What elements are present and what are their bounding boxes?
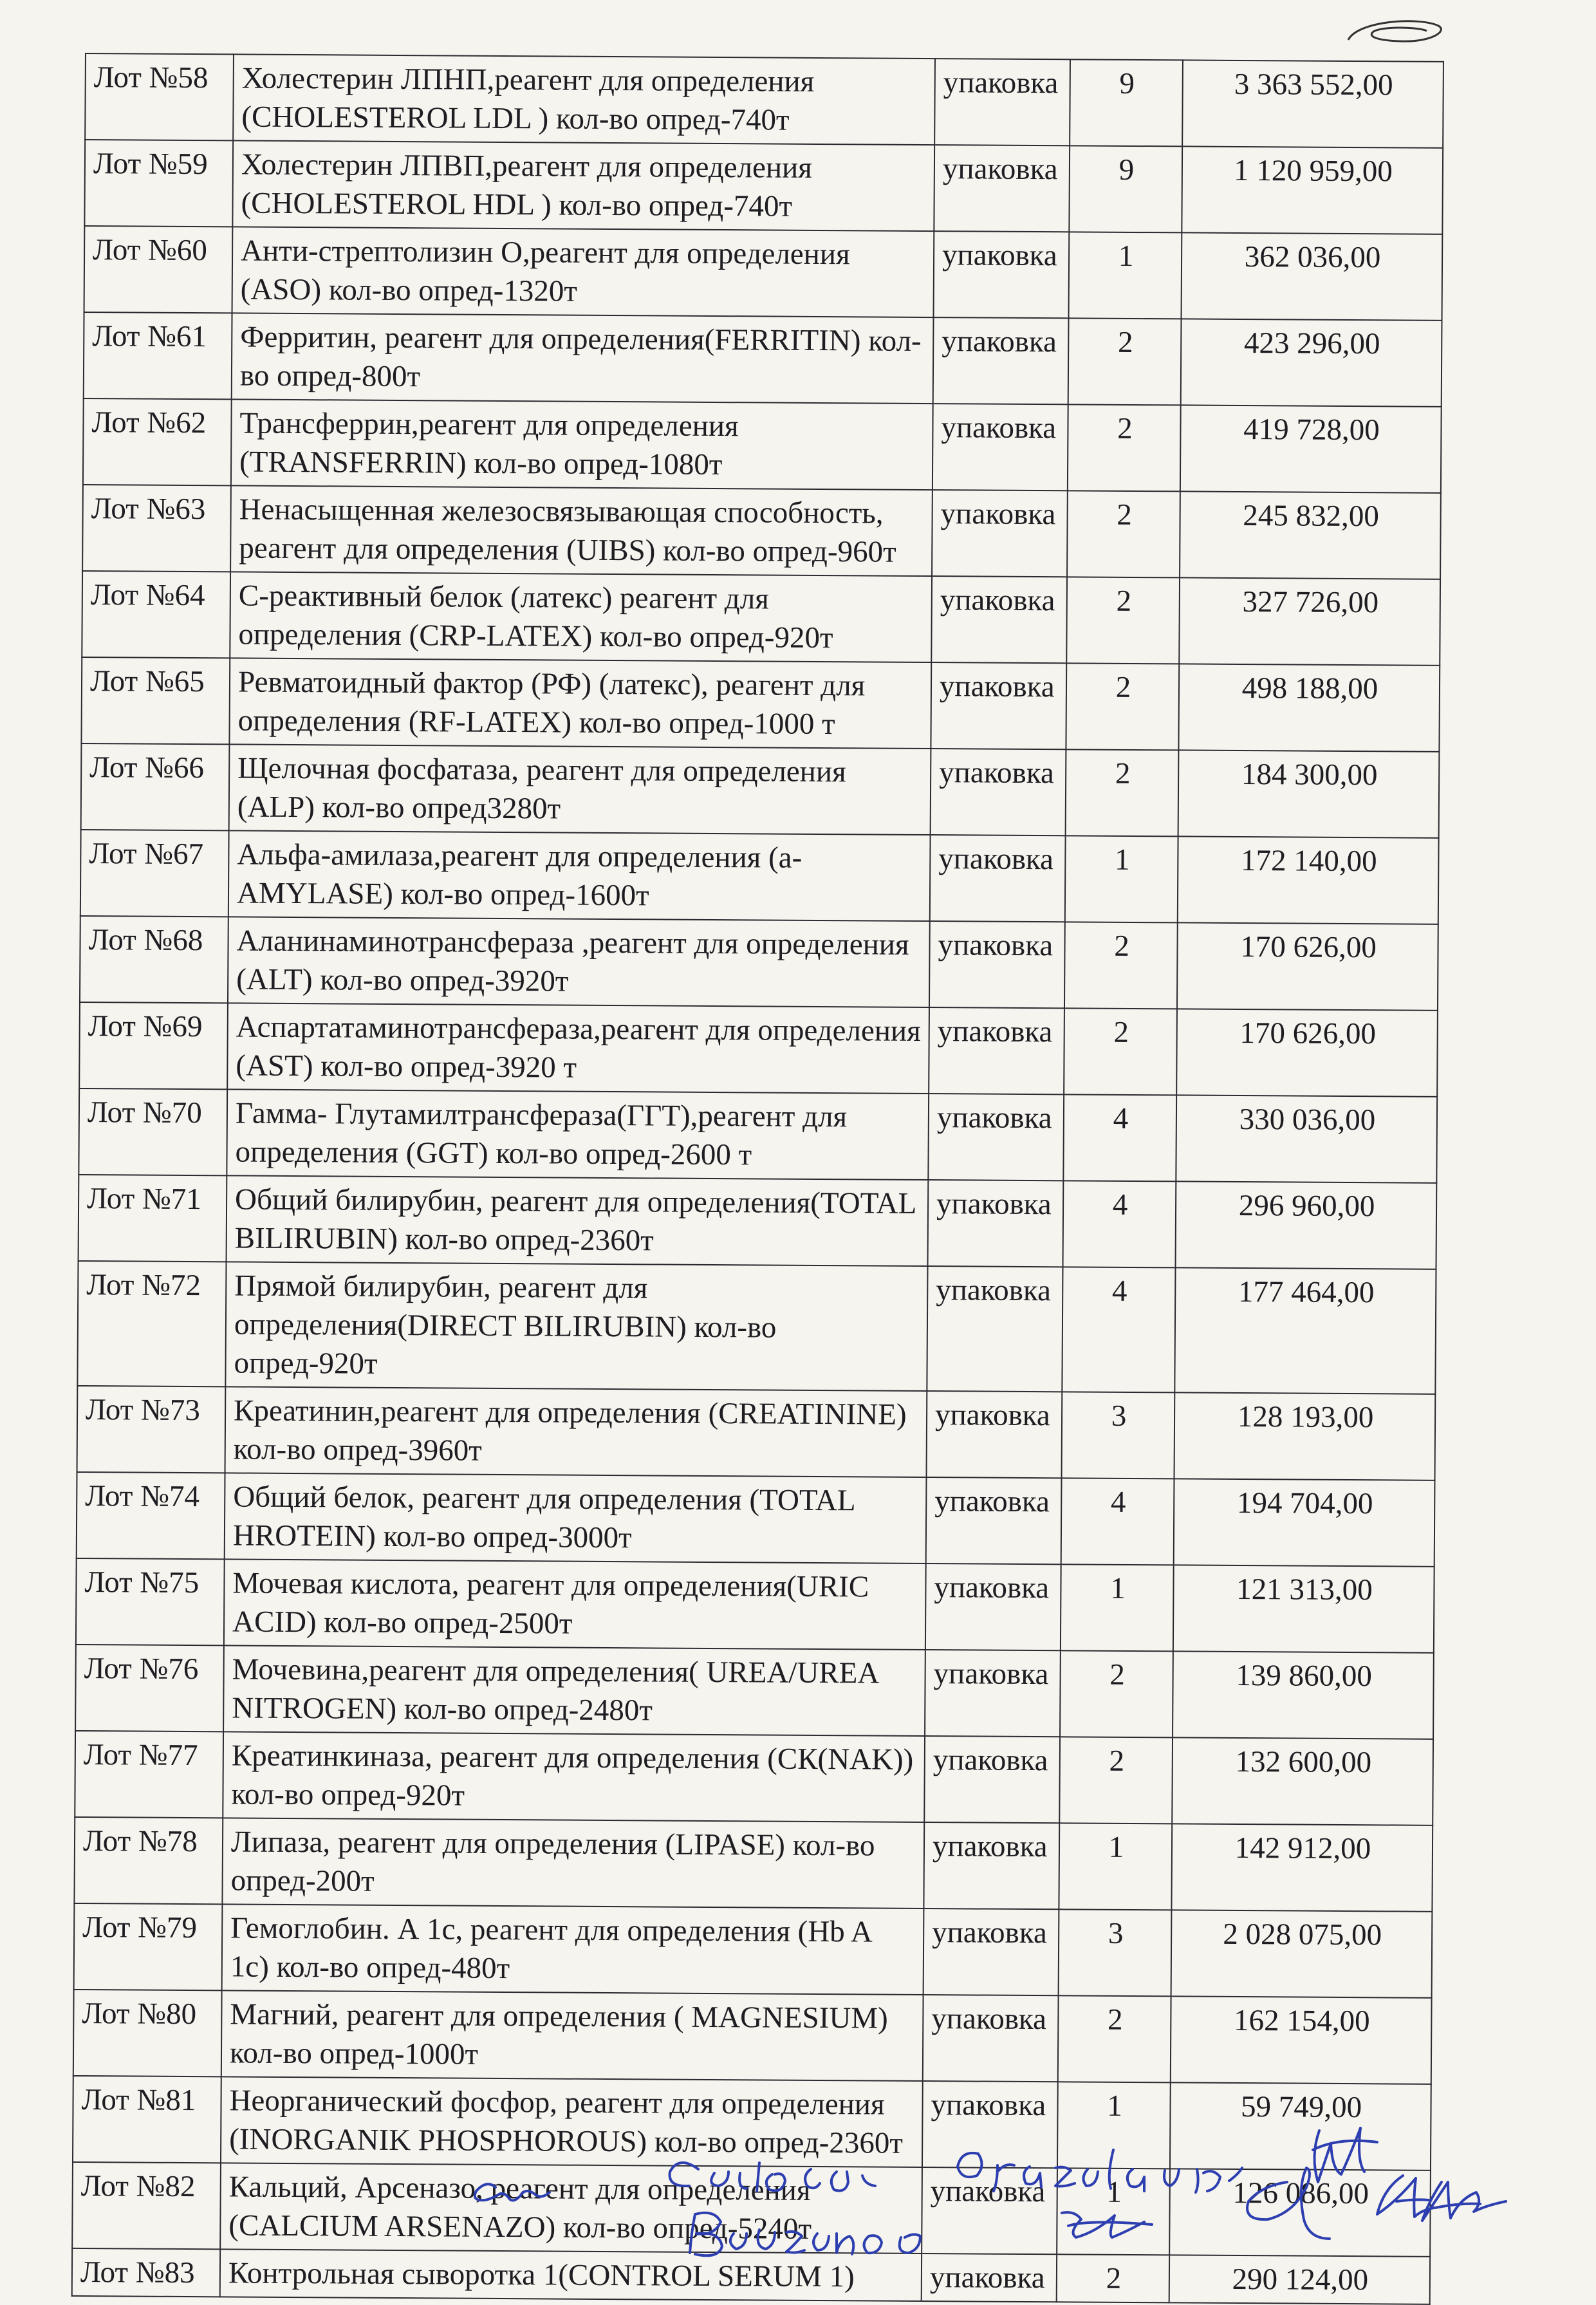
- quantity-cell: 1: [1057, 2168, 1170, 2255]
- unit-cell: упаковка: [931, 749, 1066, 835]
- price-cell: 423 296,00: [1181, 319, 1442, 406]
- price-cell: 2 028 075,00: [1171, 1910, 1433, 1997]
- name-cell: Холестерин ЛПВП,реагент для определения (CHOLESTEROL HDL ) кол-во опред-740т: [232, 140, 934, 231]
- table-row: [80, 830, 1439, 924]
- table-row: [82, 485, 1441, 579]
- name-cell: Общий билирубин, реагент для определения(TOTAL BILIRUBIN) кол-во опред-2360т: [227, 1175, 929, 1266]
- name-cell: Щелочная фосфатаза, реагент для определения (ALP) кол-во опред3280т: [229, 744, 931, 835]
- signature-handwritten-orazalieva: [958, 2150, 1242, 2192]
- price-cell: 184 300,00: [1178, 750, 1440, 837]
- price-cell: 170 626,00: [1177, 922, 1438, 1010]
- lot-cell: Лот №83: [72, 2248, 220, 2297]
- unit-cell: упаковка: [929, 921, 1065, 1008]
- price-cell: 327 726,00: [1179, 577, 1440, 665]
- quantity-cell: 1: [1069, 232, 1182, 319]
- table-row: [84, 140, 1443, 234]
- lot-cell: Лот №62: [83, 398, 232, 485]
- name-cell: Трансферрин,реагент для определения (TRANSFERRIN) кол-во опред-1080т: [231, 399, 933, 490]
- price-cell: 296 960,00: [1176, 1181, 1437, 1269]
- name-cell: Общий белок, реагент для определения (TOTAL HROTEIN) кол-во опред-3000т: [225, 1473, 927, 1563]
- quantity-cell: 4: [1061, 1478, 1174, 1565]
- quantity-cell: 2: [1068, 318, 1182, 405]
- table-row: [84, 226, 1443, 321]
- lot-cell: Лот №74: [77, 1472, 225, 1559]
- table-row: [75, 1731, 1433, 1825]
- price-cell: 177 464,00: [1174, 1267, 1436, 1394]
- unit-cell: упаковка: [927, 1391, 1062, 1478]
- name-cell: Аспартатаминотрансфераза,реагент для определения (AST) кол-во опред-3920 т: [227, 1003, 929, 1094]
- name-cell: Гемоглобин. А 1с, реагент для определения (Hb A 1c) кол-во опред-480т: [222, 1904, 924, 1995]
- price-cell: 330 036,00: [1176, 1095, 1437, 1182]
- quantity-cell: 2: [1057, 2254, 1169, 2302]
- table-row: [77, 1261, 1436, 1394]
- price-cell: 121 313,00: [1173, 1565, 1434, 1652]
- unit-cell: упаковка: [932, 490, 1068, 577]
- lot-cell: Лот №82: [72, 2162, 221, 2249]
- table-row: [79, 1002, 1438, 1097]
- name-cell: С-реактивный белок (латекс) реагент для определения (CRP-LATEX) кол-во опред-920т: [230, 572, 932, 662]
- unit-cell: упаковка: [934, 145, 1070, 232]
- lot-cell: Лот №60: [84, 226, 233, 313]
- quantity-cell: 2: [1060, 1650, 1173, 1737]
- quantity-cell: 3: [1059, 1909, 1172, 1996]
- quantity-cell: 1: [1065, 835, 1178, 922]
- name-cell: Ревматоидный фактор (РФ) (латекс), реагент для определения (RF-LATEX) кол-во опред-1000 т: [229, 658, 931, 749]
- name-cell: Гамма- Глутамилтрансфераза(ГГТ),реагент для определения (GGT) кол-во опред-2600 т: [227, 1089, 929, 1180]
- name-cell: Мочевая кислота, реагент для определения(URIC ACID) кол-во опред-2500т: [224, 1559, 926, 1650]
- quantity-cell: 2: [1066, 663, 1179, 750]
- unit-cell: упаковка: [925, 1563, 1061, 1650]
- unit-cell: упаковка: [922, 2167, 1057, 2254]
- name-cell: Ненасыщенная железосвязывающая способность, реагент для определения (UIBS) кол-во опред-960т: [230, 485, 933, 576]
- price-cell: 162 154,00: [1171, 1996, 1432, 2084]
- unit-cell: упаковка: [930, 835, 1066, 922]
- unit-cell: упаковка: [931, 662, 1066, 749]
- price-cell: 170 626,00: [1176, 1009, 1438, 1096]
- name-cell: Креатинкиназа, реагент для определения (СК(NAK)) кол-во опред-920т: [223, 1731, 925, 1822]
- price-cell: 3 363 552,00: [1182, 60, 1443, 147]
- name-cell: Анти-стрептолизин О,реагент для определения (ASO) кол-во опред-1320т: [232, 227, 934, 317]
- lots-table: [71, 53, 1444, 2305]
- quantity-cell: 2: [1058, 1995, 1171, 2082]
- unit-cell: упаковка: [927, 1266, 1062, 1392]
- lot-cell: Лот №76: [75, 1645, 224, 1731]
- quantity-cell: 1: [1061, 1564, 1174, 1651]
- lot-cell: Лот №58: [85, 53, 234, 140]
- lot-cell: Лот №79: [74, 1903, 223, 1990]
- unit-cell: упаковка: [931, 576, 1067, 663]
- lot-cell: Лот №69: [79, 1002, 228, 1089]
- table-row: [74, 1817, 1433, 1912]
- unit-cell: упаковка: [928, 1094, 1064, 1180]
- name-cell: Магний, реагент для определения ( MAGNESIUM) кол-во опред-1000т: [221, 1990, 923, 2081]
- unit-cell: упаковка: [929, 1007, 1064, 1094]
- table-row: [85, 53, 1443, 148]
- table-row: [82, 571, 1440, 666]
- price-cell: 362 036,00: [1182, 232, 1443, 320]
- lot-cell: Лот №61: [84, 312, 232, 399]
- name-cell: Мочевина,реагент для определения( UREA/UREA NITROGEN) кол-во опред-2480т: [223, 1645, 925, 1736]
- signatures-area: [0, 2111, 1596, 2257]
- signature-handwritten-baizanova: [690, 2213, 920, 2256]
- lot-cell: Лот №64: [82, 571, 230, 658]
- name-cell: Ферритин, реагент для определения(FERRITIN) кол-во опред-800т: [232, 313, 934, 404]
- price-cell: 245 832,00: [1180, 491, 1441, 579]
- table-row: [81, 657, 1440, 752]
- unit-cell: упаковка: [933, 404, 1068, 490]
- table-row: [83, 398, 1442, 493]
- lots-table-body: [72, 53, 1443, 2304]
- unit-cell: упаковка: [928, 1180, 1064, 1267]
- lot-cell: Лот №75: [76, 1558, 225, 1645]
- lot-cell: Лот №80: [73, 1990, 222, 2076]
- signature-6: [1422, 2182, 1506, 2221]
- lot-cell: Лот №59: [84, 140, 233, 227]
- price-cell: 172 140,00: [1178, 836, 1439, 924]
- lot-cell: Лот №63: [82, 485, 231, 572]
- unit-cell: упаковка: [933, 317, 1069, 404]
- quantity-cell: 2: [1059, 1737, 1173, 1824]
- name-cell: Контрольная сыворотка 1(CONTROL SERUM 1): [220, 2249, 922, 2301]
- name-cell: Кальций, Арсеназо, реагент для определения (CALCIUM ARSENAZO) кол-во опред-5240т: [220, 2163, 922, 2254]
- quantity-cell: 4: [1062, 1267, 1175, 1392]
- price-cell: 132 600,00: [1172, 1737, 1433, 1825]
- unit-cell: упаковка: [926, 1477, 1062, 1564]
- signature-1: [475, 2184, 550, 2200]
- price-cell: 59 749,00: [1170, 2082, 1431, 2170]
- signature-2: [1062, 2212, 1152, 2237]
- table-row: [74, 1903, 1433, 1998]
- lot-cell: Лот №65: [81, 657, 230, 744]
- quantity-cell: 2: [1064, 922, 1178, 1009]
- name-cell: Липаза, реагент для определения (LIPASE) кол-во опред-200т: [222, 1818, 924, 1908]
- lot-cell: Лот №70: [79, 1088, 227, 1175]
- quantity-cell: 2: [1067, 490, 1180, 577]
- table-row: [79, 1088, 1437, 1183]
- quantity-cell: 4: [1063, 1094, 1176, 1181]
- lot-cell: Лот №67: [80, 830, 229, 917]
- price-cell: 498 188,00: [1178, 664, 1440, 751]
- table-row: [81, 743, 1440, 838]
- name-cell: Прямой билирубин, реагент для определения(DIRECT BILIRUBIN) кол-во опред-920т: [225, 1262, 927, 1391]
- table-row: [80, 916, 1438, 1011]
- quantity-cell: 1: [1057, 2082, 1171, 2169]
- unit-cell: упаковка: [923, 1822, 1059, 1909]
- table-row: [75, 1645, 1434, 1739]
- quantity-cell: 9: [1069, 145, 1182, 232]
- table-row: [79, 1175, 1437, 1269]
- signature-3: [1313, 2128, 1377, 2182]
- price-cell: 139 860,00: [1173, 1651, 1434, 1739]
- lot-cell: Лот №72: [77, 1261, 226, 1386]
- quantity-cell: 2: [1066, 577, 1180, 664]
- quantity-cell: 9: [1070, 59, 1183, 146]
- unit-cell: упаковка: [922, 2081, 1058, 2168]
- paper-clip-mark: [1342, 14, 1448, 48]
- unit-cell: упаковка: [934, 59, 1070, 145]
- quantity-cell: 1: [1059, 1823, 1172, 1910]
- table-row: [77, 1472, 1435, 1567]
- lot-cell: Лот №73: [77, 1386, 226, 1473]
- price-cell: 290 124,00: [1169, 2255, 1430, 2304]
- unit-cell: упаковка: [923, 1995, 1059, 2082]
- lot-cell: Лот №71: [79, 1175, 227, 1262]
- lot-cell: Лот №68: [80, 916, 228, 1003]
- price-cell: 128 193,00: [1174, 1392, 1435, 1480]
- lot-cell: Лот №81: [73, 2076, 221, 2163]
- lot-cell: Лот №66: [81, 743, 230, 830]
- name-cell: Холестерин ЛПНП,реагент для определения (CHOLESTEROL LDL ) кол-во опред-740т: [233, 54, 935, 145]
- unit-cell: упаковка: [934, 231, 1070, 318]
- unit-cell: упаковка: [924, 1736, 1060, 1823]
- table-row: [84, 312, 1442, 407]
- name-cell: Альфа-амилаза,реагент для определения (а-AMYLASE) кол-во опред-1600т: [228, 830, 931, 921]
- quantity-cell: 2: [1064, 1008, 1177, 1095]
- unit-cell: упаковка: [922, 2254, 1057, 2302]
- lot-cell: Лот №78: [74, 1817, 223, 1904]
- unit-cell: упаковка: [923, 1908, 1059, 1995]
- price-cell: 142 912,00: [1171, 1824, 1433, 1911]
- price-cell: 419 728,00: [1180, 405, 1442, 492]
- quantity-cell: 4: [1063, 1180, 1176, 1267]
- price-cell: 194 704,00: [1174, 1479, 1435, 1566]
- table-row: [76, 1558, 1434, 1653]
- quantity-cell: 3: [1062, 1392, 1175, 1479]
- quantity-cell: 2: [1068, 404, 1181, 491]
- quantity-cell: 2: [1066, 749, 1179, 836]
- lot-cell: Лот №77: [75, 1731, 223, 1818]
- name-cell: Креатинин,реагент для определения (CREATININE) кол-во опред-3960т: [225, 1386, 927, 1477]
- table-row: [77, 1386, 1436, 1480]
- price-cell: 126 086,00: [1169, 2169, 1431, 2256]
- price-cell: 1 120 959,00: [1182, 146, 1443, 234]
- name-cell: Аланинаминотрансфераза ,реагент для определения (ALT) кол-во опред-3920т: [228, 917, 930, 1007]
- unit-cell: упаковка: [925, 1650, 1061, 1737]
- signature-handwritten-saitova: [670, 2163, 875, 2191]
- table-row: [73, 1990, 1432, 2084]
- name-cell: Неорганический фосфор, реагент для определения (INORGANIK PHOSPHOROUS) кол-во опред-2360т: [221, 2076, 923, 2167]
